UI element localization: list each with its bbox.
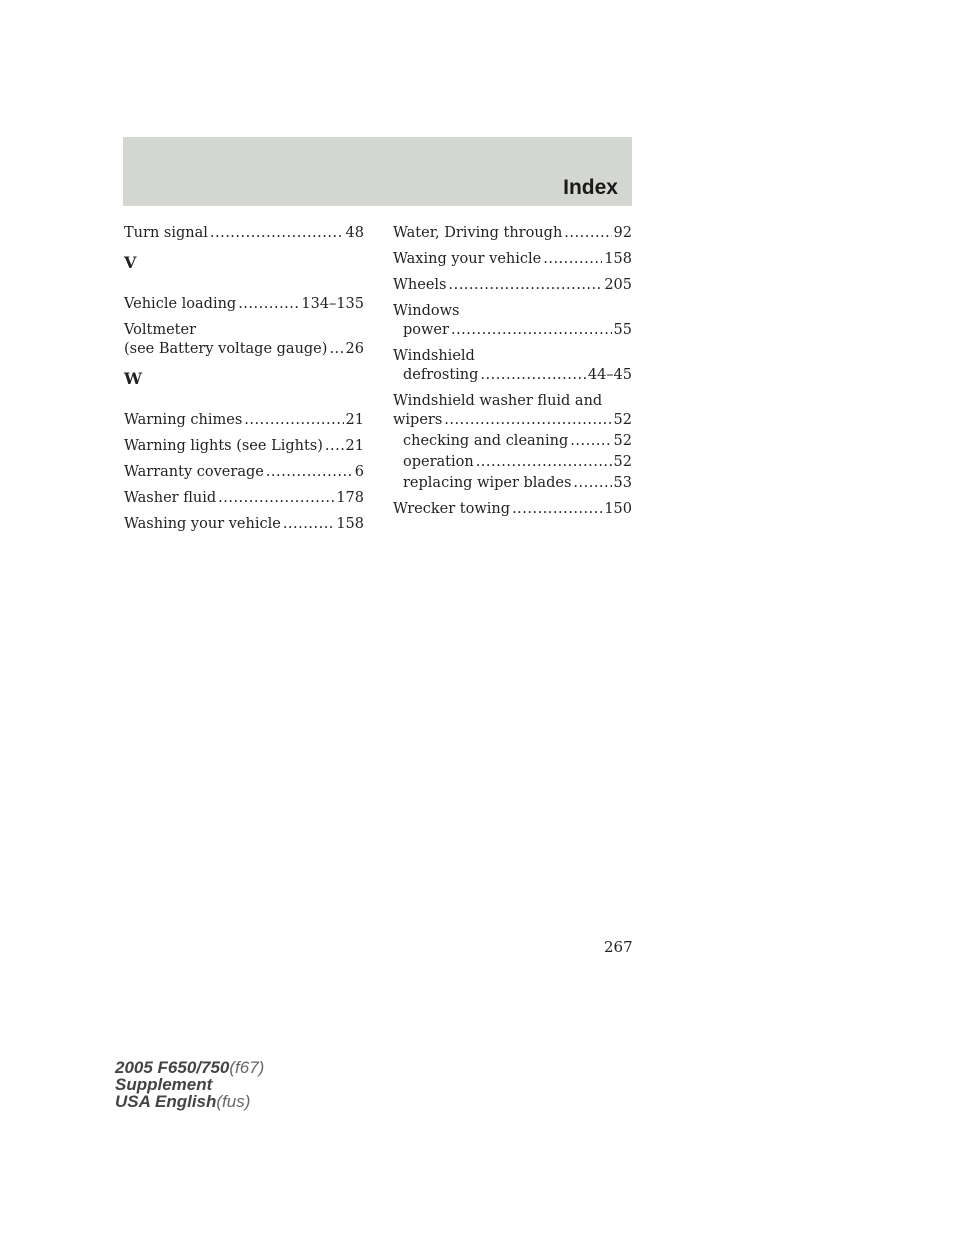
index-entry [393,302,632,340]
index-entry [124,437,364,456]
entry-page: 158 [336,516,364,532]
entry-heading: Windshield washer fluid and [393,393,603,409]
entry-label: defrosting [403,367,479,383]
entry-page: 53 [613,475,632,491]
document-footer [115,1059,264,1110]
index-column-right [393,224,632,519]
entry-page: 6 [354,464,364,480]
entry-page: 92 [613,225,632,241]
entry-page: 26 [345,341,364,357]
footer-language-code: (fus) [216,1092,251,1111]
page-number: 267 [604,938,633,956]
section-letter: W [124,369,142,388]
entry-label: Water, Driving through [393,225,563,241]
section-letter: V [124,253,137,272]
index-entry [393,224,632,243]
entry-label: Wrecker towing [393,501,511,517]
sub-entry [393,453,632,472]
entry-heading: Voltmeter [124,322,197,338]
entry-label: replacing wiper blades [403,475,572,491]
entry-label: Turn signal [124,225,208,241]
entry-label: Warning chimes [124,412,243,428]
entry-page: 52 [613,454,632,470]
index-entry [124,489,364,508]
index-entry [124,224,364,243]
index-entry [124,463,364,482]
entry-label: Washer fluid [124,490,217,506]
entry-label: checking and cleaning [403,433,569,449]
entry-page: 150 [604,501,632,517]
entry-label: Vehicle loading [124,296,237,312]
index-entry [393,392,632,493]
page-title: Index [563,176,618,199]
index-entry [393,250,632,269]
entry-heading: Windshield [393,348,475,364]
footer-edition: Supplement [115,1075,213,1094]
entry-label: Warranty coverage [124,464,264,480]
entry-label: Washing your vehicle [124,516,281,532]
index-entry [393,276,632,295]
entry-page: 44–45 [587,367,632,383]
entry-label: (see Battery voltage gauge) [124,341,328,357]
entry-page: 158 [604,251,632,267]
entry-page: 48 [345,225,364,241]
entry-label: Waxing your vehicle [393,251,542,267]
sub-entry [393,474,632,493]
index-column-left [124,224,364,534]
entry-page: 205 [604,277,632,293]
sub-entry [393,432,632,451]
index-entry [124,321,364,359]
index-entry [124,411,364,430]
entry-page: 52 [613,412,632,428]
index-entry [393,500,632,519]
entry-page: 21 [345,438,364,454]
entry-label: wipers [393,412,443,428]
entry-label: Warning lights (see Lights) [124,438,323,454]
header-band [123,137,632,206]
index-entry [393,347,632,385]
entry-page: 52 [613,433,632,449]
footer-model: 2005 F650/750 [115,1058,230,1077]
index-entry [124,515,364,534]
entry-label: operation [403,454,474,470]
entry-page: 134–135 [301,296,364,312]
entry-page: 21 [345,412,364,428]
entry-page: 178 [336,490,364,506]
entry-page: 55 [613,322,632,338]
footer-model-code: (f67) [229,1058,265,1077]
footer-language: USA English [115,1092,217,1111]
entry-label: Wheels [393,277,447,293]
entry-label: power [403,322,449,338]
index-entry [124,295,364,314]
entry-heading: Windows [393,303,460,319]
